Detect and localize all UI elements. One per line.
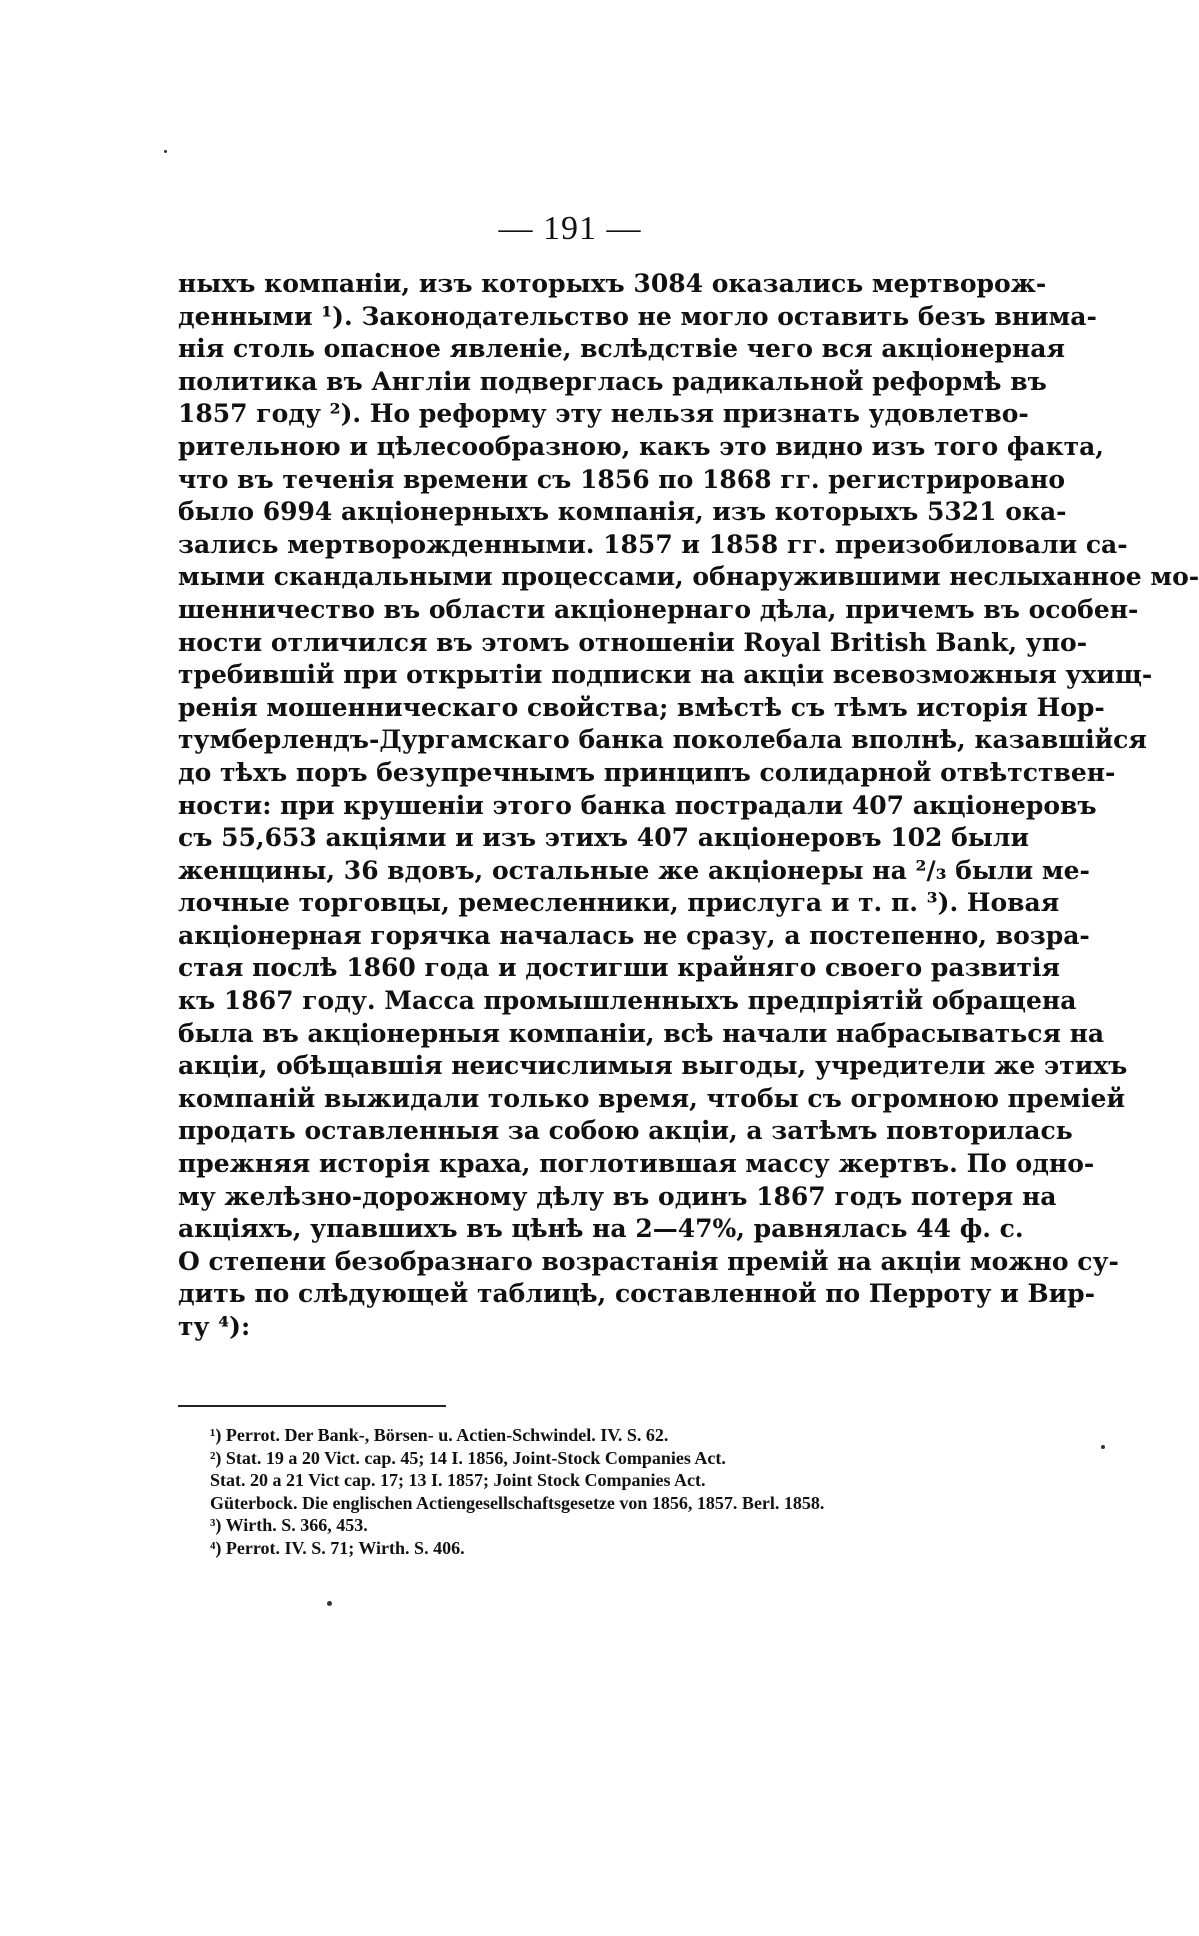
text-line: ности отличился въ этомъ отношеніи Royal British Bank, упо- [178,627,1088,657]
text-line: требившій при открытіи подписки на акціи всевозможныя ухищ- [178,660,1153,690]
text-line: О степени безобразнаго возрастанія премій на акціи можно су- [178,1246,1119,1276]
footnote-line: ³) Wirth. S. 366, 453. [210,1515,368,1536]
footnote-line: ¹) Perrot. Der Bank-, Börsen- u. Actien-Schwindel. IV. S. 62. [210,1425,669,1445]
text-line: продать оставленныя за собою акціи, а затѣмъ повторилась [178,1116,1073,1146]
text-line: стая послѣ 1860 года и достигши крайняго своего развитія [178,953,1060,983]
text-line: ренія мошенническаго свойства; вмѣстѣ съ тѣмъ исторія Нор- [178,692,1105,722]
footnote-line: Güterbock. Die englischen Actiengesellschaftsgesetze von 1856, 1857. Berl. 1858. [210,1492,825,1513]
text-line: политика въ Англіи подверглась радикальной реформѣ въ [178,366,1047,396]
footnote-line: Stat. 20 a 21 Vict cap. 17; 13 I. 1857; Joint Stock Companies Act. [210,1470,706,1491]
footnote-line: ²) Stat. 19 a 20 Vict. cap. 45; 14 I. 1856, Joint-Stock Companies Act. [210,1447,726,1468]
text-line: дить по слѣдующей таблицѣ, составленной по Перроту и Вир- [178,1279,1095,1309]
text-line: акціонерная горячка началась не сразу, а постепенно, возра- [178,920,1090,950]
text-line: 1857 году ²). Но реформу эту нельзя признать удовлетво- [178,399,1029,429]
text-line: ности: при крушеніи этого банка пострадали 407 акціонеровъ [178,790,1097,820]
print-speck [164,150,167,153]
text-line: женщины, 36 вдовъ, остальные же акціонеры на ²/₃ были ме- [178,855,1090,885]
text-line: рительною и цѣлесообразною, какъ это видно изъ того факта, [178,431,1105,461]
page-number: — 191 — [498,210,642,247]
text-line: было 6994 акціонерныхъ компанія, изъ которыхъ 5321 ока- [178,497,1067,527]
text-line: прежняя исторія краха, поглотившая массу жертвъ. По одно- [178,1149,1095,1179]
text-line: акціяхъ, упавшихъ въ цѣнѣ на 2—47%, равнялась 44 ф. с. [178,1214,1024,1244]
text-line: была въ акціонерныя компаніи, всѣ начали набрасываться на [178,1018,1105,1048]
text-line: къ 1867 году. Масса промышленныхъ предпріятій обращена [178,986,1077,1016]
text-line: мыми скандальными процессами, обнаружившими неслыханное мо- [178,562,1199,592]
text-line: шенничество въ области акціонернаго дѣла, причемъ въ особен- [178,594,1139,624]
text-line: лочные торговцы, ремесленники, прислуга и т. п. ³). Новая [178,888,1060,918]
text-line: ту ⁴): [178,1312,251,1341]
text-line: тумберлендъ-Дургамскаго банка поколебала вполнѣ, казавшійся [178,725,1147,755]
text-line: ныхъ компаніи, изъ которыхъ 3084 оказались мертворож- [178,269,1047,298]
text-line: съ 55,653 акціями и изъ этихъ 407 акціонеровъ 102 были [178,823,1029,853]
text-line: компаній выжидали только время, чтобы съ огромною преміей [178,1083,1126,1113]
text-line: до тѣхъ поръ безупречнымъ принципъ солидарной отвѣтствен- [178,757,1116,787]
text-line: нія столь опасное явленіе, вслѣдствіе чего вся акціонерная [178,334,1065,364]
text-line: зались мертворожденными. 1857 и 1858 гг. преизобиловали са- [178,529,1128,559]
footnote-line: ⁴) Perrot. IV. S. 71; Wirth. S. 406. [210,1537,465,1558]
text-line: денными ¹). Законодательство не могло оставить безъ внима- [178,301,1097,331]
print-speck [327,1601,332,1606]
main-text-block [178,268,1199,1344]
footnotes-block [210,1424,990,1560]
text-line: что въ теченія времени съ 1856 по 1868 гг. регистрировано [178,464,1065,494]
print-speck [1101,1445,1105,1449]
footnote-separator [178,1405,446,1407]
text-line: му желѣзно-дорожному дѣлу въ одинъ 1867 годъ потеря на [178,1181,1057,1211]
text-line: акціи, обѣщавшія неисчислимыя выгоды, учредители же этихъ [178,1051,1128,1081]
